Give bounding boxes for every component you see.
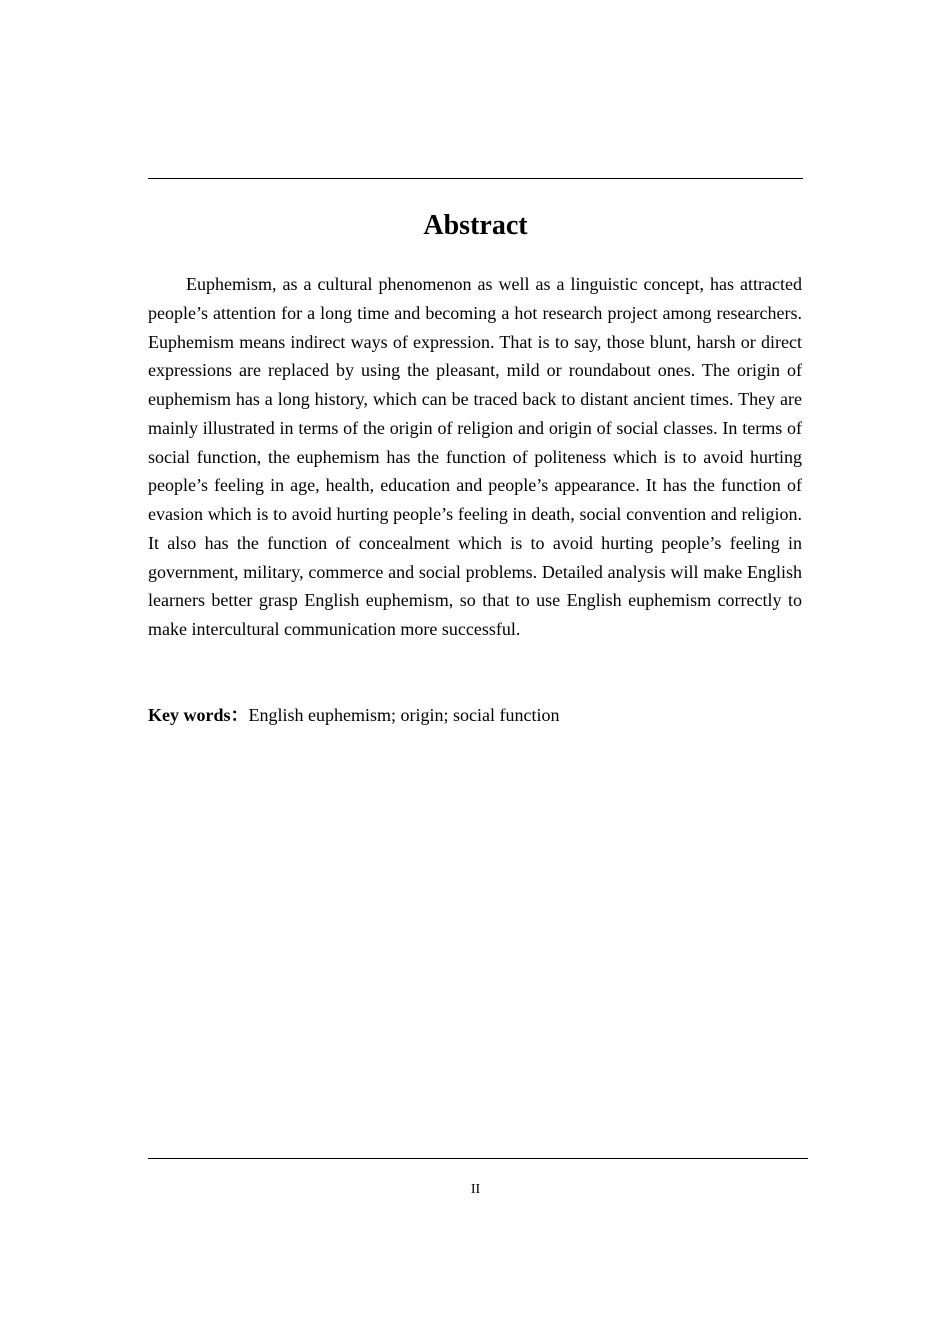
keywords-value: English euphemism; origin; social function	[248, 705, 560, 725]
abstract-body: Euphemism, as a cultural phenomenon as well as a linguistic concept, has attracted people’s attention for a long time and becoming a hot research project among researchers. Euphemism means indirect ways of expression. That is to say, those blunt, harsh or direct expressions are replaced by using the pleasant, mild or roundabout ones. The origin of euphemism has a long history, which can be traced back to distant ancient times. They are mainly illustrated in terms of the origin of religion and origin of social classes. In terms of social function, the euphemism has the function of politeness which is to avoid hurting people’s feeling in age, health, education and people’s appearance. It has the function of evasion which is to avoid hurting people’s feeling in death, social convention and religion. It also has the function of concealment which is to avoid hurting people’s feeling in government, military, commerce and social problems. Detailed analysis will make English learners better grasp English euphemism, so that to use English euphemism correctly to make intercultural communication more successful.	[148, 274, 802, 639]
header-rule	[148, 178, 803, 179]
footer-rule	[148, 1158, 808, 1159]
page-number: II	[470, 1182, 481, 1197]
abstract-title: Abstract	[423, 210, 528, 241]
keywords-label: Key words：	[148, 705, 249, 725]
keywords-line	[148, 701, 803, 729]
